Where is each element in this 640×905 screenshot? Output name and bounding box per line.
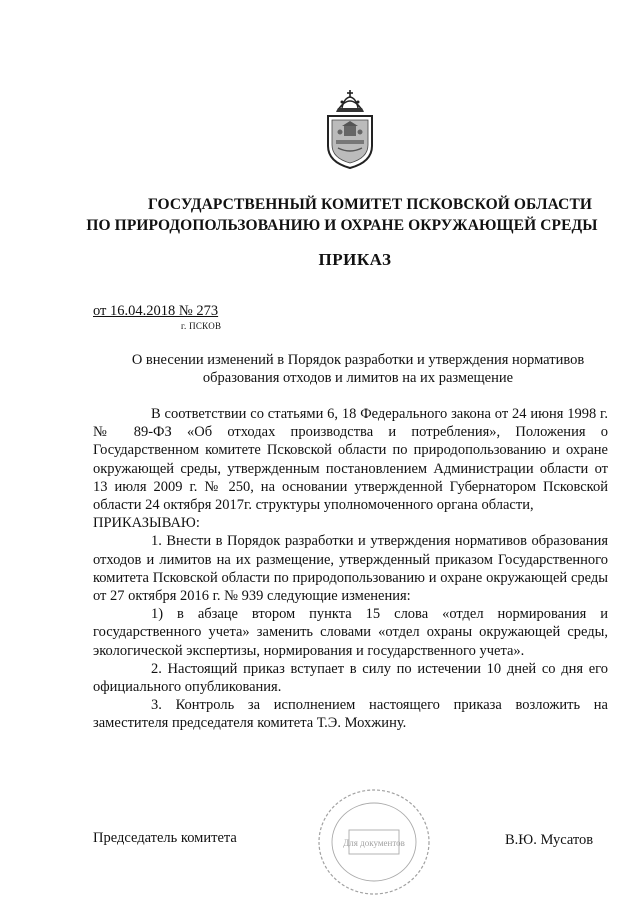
subject-line-1: О внесении изменений в Порядок разработки и утверждения нормативов: [131, 352, 585, 368]
signatory-title: Председатель комитета: [93, 830, 237, 846]
organization-name-line2: ПО ПРИРОДОПОЛЬЗОВАНИЮ И ОХРАНЕ ОКРУЖАЮЩЕЙ СРЕДЫ: [86, 217, 598, 234]
subject-line-2: образования отходов и лимитов на их размещение: [202, 370, 514, 386]
preamble-paragraph: В соответствии со статьями 6, 18 Федерального закона от 24 июня 1998 г. № 89-ФЗ «Об отходах производства и потребления», Положения о Государственном комитете Псковской области по природопользованию и охране окружающей среды, утвержденным постановлением Администрации области от 13 июля 2009 г. № 250, на основании утвержденной Губернатором Псковской области 24 октября 2017г. структуры уполномоченного органа области,: [93, 406, 608, 514]
official-stamp: [315, 786, 433, 898]
order-subject: [108, 351, 608, 387]
signatory-name: В.Ю. Мусатов: [505, 832, 594, 848]
organization-name-line1: ГОСУДАРСТВЕННЫЙ КОМИТЕТ ПСКОВСКОЙ ОБЛАСТИ: [147, 196, 593, 213]
order-date-number: от 16.04.2018 № 273: [93, 303, 219, 319]
order-word: ПРИКАЗЫВАЮ:: [93, 515, 200, 532]
order-body: [93, 405, 608, 733]
item-3-paragraph: 3. Контроль за исполнением настоящего приказа возложить на заместителя председателя комитета Т.Э. Мохжину.: [93, 697, 608, 732]
item-1-1-paragraph: 1) в абзаце втором пункта 15 слова «отдел нормирования и государственного учета» заменить словами «отдел охраны окружающей среды, экологической экспертизы, нормирования и государственного учета».: [93, 606, 608, 659]
item-1-paragraph: 1. Внести в Порядок разработки и утверждения нормативов образования отходов и лимитов на их размещение, утвержденный приказом Государственного комитета Псковской области по природопользованию и охране окружающей среды от 27 октября 2016 г. № 939 следующие изменения:: [93, 533, 608, 605]
city-label: г. ПСКОВ: [181, 321, 222, 331]
item-2-paragraph: 2. Настоящий приказ вступает в силу по истечении 10 дней со дня его официального опубликования.: [93, 660, 608, 696]
stamp-text: Для документов: [343, 838, 405, 848]
document-type-title: ПРИКАЗ: [318, 250, 392, 269]
coat-of-arms-emblem: [322, 88, 378, 170]
